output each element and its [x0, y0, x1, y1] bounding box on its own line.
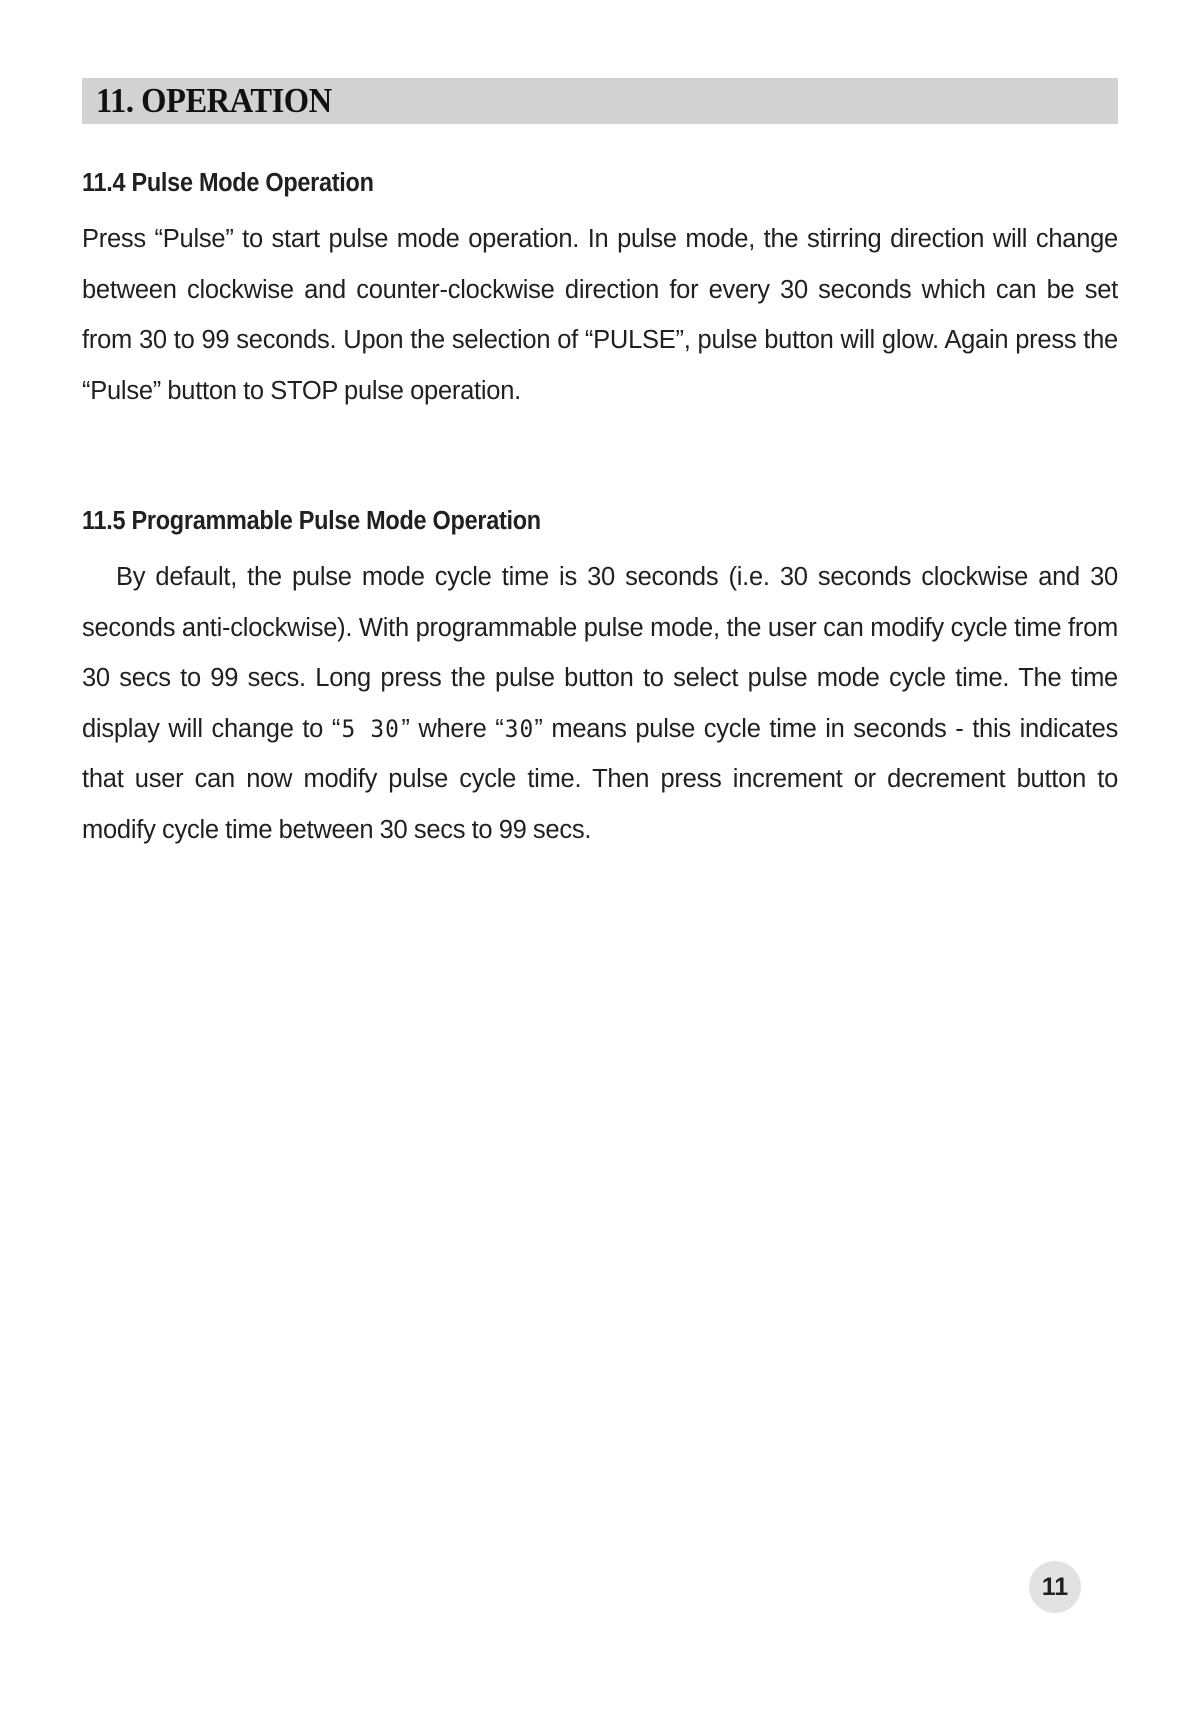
seven-segment-display-value-2: 30: [504, 714, 534, 743]
paragraph-text-part-1: By default, the pulse mode cycle time is 30 seconds (i.e. 30 seconds clockwise and 30 seconds anti-clockwise). With programmable pulse mode, the user can modify cycle time from 30 secs to 99 secs. Long press the pulse button to select pulse mode cycle time. The time display will change to “: [82, 563, 1118, 743]
section-paragraph-11-4: Press “Pulse” to start pulse mode operation. In pulse mode, the stirring direction will change between clockwise and counter-clockwise direction for every 30 seconds which can be set from 30 to 99 seconds. Upon the selection of “PULSE”, pulse button will glow. Again press the “Pulse” button to STOP pulse operation.: [82, 225, 1118, 405]
seven-segment-display-value-1: 5 30: [341, 714, 400, 743]
section-heading-11-5: 11.5 Programmable Pulse Mode Operation: [82, 507, 541, 535]
section-spacer: [82, 416, 1118, 506]
section-paragraph-11-5: [82, 552, 1118, 855]
section-heading-11-4: 11.4 Pulse Mode Operation: [82, 169, 374, 197]
chapter-title: 11. OPERATION: [96, 81, 332, 120]
paragraph-text-part-3: ” means pulse cycle time in seconds - this indicates that user can now modify pulse cycle time. Then press increment or decrement button to modify cycle time between 30 secs to 99 secs.: [82, 714, 1119, 844]
page-content: [82, 78, 1118, 855]
paragraph-text-part-2: ” where “: [401, 714, 504, 743]
chapter-banner: [82, 78, 1118, 124]
page-number-badge: 11: [1029, 1561, 1081, 1613]
